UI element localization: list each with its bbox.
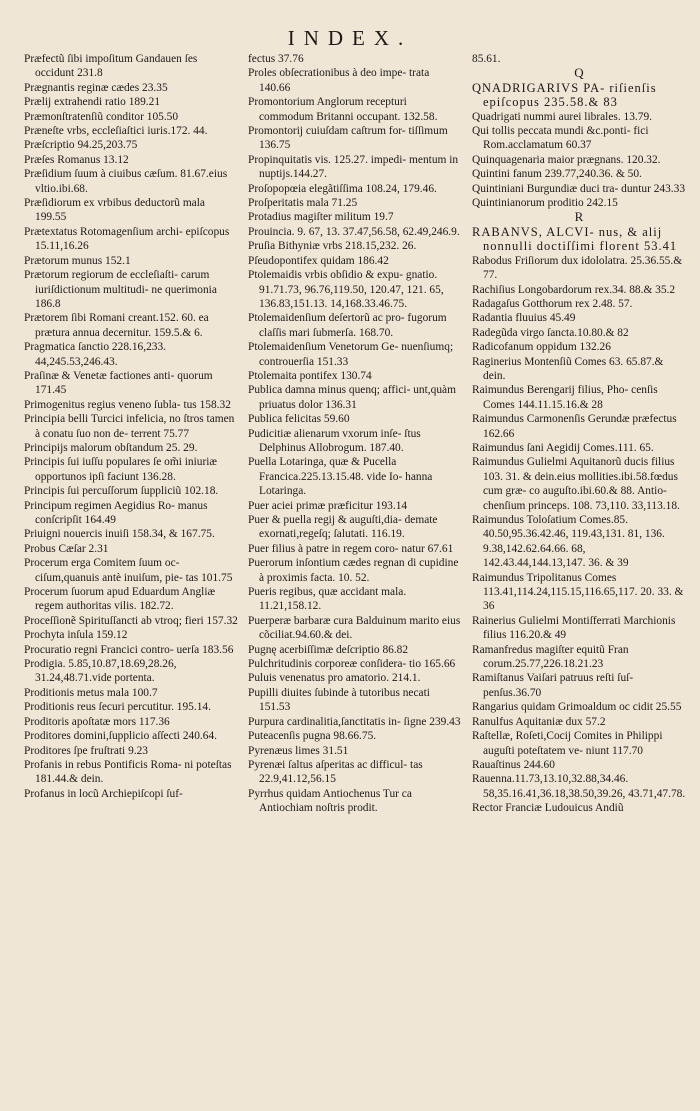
index-entry: R [574, 209, 584, 225]
index-entry: Pruſia Bithyniæ vrbs 218.15,232. 26. [248, 240, 417, 253]
index-entry: Pugnę acerbiſſimæ deſcriptio 86.82 [248, 643, 409, 656]
index-entry: Prætextatus Rotomagenſium archi- epiſcopus 15.11,16.26 [24, 225, 230, 253]
index-column-2 [248, 52, 462, 816]
index-entry: Purpura cardinalitia,ſanctitatis in- ſigne 239.43 [248, 715, 461, 728]
index-entry: Proditionis metus mala 100.7 [24, 686, 158, 699]
index-entry: Radegũda virgo ſancta.10.80.& 82 [472, 326, 629, 339]
index-entry: Puella Lotaringa, quæ & Pucella Francica.225.13.15.48. vide Io- hanna Lotaringa. [248, 456, 433, 498]
index-entry: Puerorum inſontium cædes regnan di cupidine à proximis facta. 10. 52. [248, 557, 459, 584]
index-entry: Radantia fluuius 45.49 [472, 312, 576, 325]
index-column-1 [24, 52, 238, 816]
index-entry: Promontorium Anglorum recepturi commodum Britanni occupant. 132.58. [248, 96, 438, 123]
index-entry: Puluis venenatus pro amatorio. 214.1. [248, 672, 421, 685]
index-entry: Proditoris apoſtatæ mors 117.36 [24, 715, 170, 728]
index-entry: Pudicitiæ alienarum vxorum inſe- ſtus Delphinus Allobrogum. 187.40. [248, 427, 421, 454]
index-entry: Raimundus Tripolitanus Comes 113.41,114.24,115.15,116.65,117. 20. 33. & 36 [472, 571, 684, 613]
index-entry: Præſidium ſuum à ciuibus cæſum. 81.67.eius vltio.ibi.68. [24, 168, 228, 195]
index-entry: Proſperitatis mala 71.25 [248, 197, 358, 210]
index-entry: Quinquagenaria maior prægnans. 120.32. [472, 153, 661, 166]
index-columns [24, 52, 688, 816]
index-entry: Ptolemaidis vrbis obſidio & expu- gnatio. 91.71.73, 96.76,119.50, 120.47, 121. 65, 136.83,151.13. 14,168.33.46.75. [248, 269, 444, 310]
index-entry: Principis ſui percuſſorum ſuppliciũ 102.18. [24, 485, 219, 498]
index-entry: Pragmatica ſanctio 228.16,233. 44,245.53,246.43. [24, 341, 167, 368]
index-entry: Puteacenſis pugna 98.66.75. [248, 730, 377, 743]
index-entry: Propinquitatis vis. 125.27. impedi- mentum in nuptijs.144.27. [248, 153, 459, 181]
index-entry: Profanus in locũ Archiepiſcopi ſuf- [24, 787, 183, 800]
index-entry: Pueris regibus, quæ accidant mala. 11.21,158.12. [248, 586, 407, 613]
index-entry: Præſes Romanus 13.12 [24, 153, 129, 166]
index-entry: Pyrenæus limes 31.51 [248, 744, 349, 757]
index-entry: Prætorum munus 152.1 [24, 254, 131, 267]
index-entry: 85.61. [472, 53, 501, 65]
index-entry: Probus Cæſar 2.31 [24, 542, 109, 555]
index-entry: Principum regimen Aegidius Ro- manus conſcripſit 164.49 [24, 499, 208, 526]
index-entry: Publica felicitas 59.60 [248, 413, 350, 426]
index-entry: Raſtellæ, Roſeti,Cocij Comites in Philippi auguſti poteſtatem ve- niunt 117.70 [472, 730, 663, 757]
index-entry: Proles obſecrationibus à deo impe- trata 140.66 [248, 67, 430, 94]
index-entry: Rainerius Gulielmi Montiſferrati Marchionis filius 116.20.& 49 [472, 614, 676, 642]
index-entry: Procerum erga Comitem ſuum oc- ciſum,quanuis antè inuiſum, pie- tas 101.75 [24, 557, 233, 584]
index-column-3 [472, 52, 686, 816]
index-entry: Ramanfredus magiſter equitũ Fran corum.25.77,226.18.21.23 [472, 643, 629, 671]
index-entry: Quadrigati nummi aurei librales. 13.79. [472, 110, 652, 123]
index-entry: Priuigni nouercis inuiſi 158.34, & 167.75. [24, 528, 215, 541]
index-entry: Rangarius quidam Grimoaldum oc cidit 25.55 [472, 701, 682, 714]
index-entry: Præfectũ ſibi impoſitum Gandauen ſes occidunt 231.8 [24, 53, 198, 80]
index-entry: Proditores ſpe fruſtrati 9.23 [24, 744, 149, 757]
index-entry: Rauenna.11.73,13.10,32.88,34.46. 58,35.16.41,36.18,38.50,39.26, 43.71,47.78. [472, 773, 686, 800]
index-entry: Pupilli diuites ſubinde à tutoribus necati 151.53 [248, 686, 430, 714]
index-entry: QNADRIGARIVS PA- riſienſis epiſcopus 235.58.& 83 [472, 80, 657, 110]
index-entry: Præſidiorum ex vrbibus deductorũ mala 199.55 [24, 197, 205, 224]
index-entry: Promontorij cuiuſdam caſtrum for- tiſſimum 136.75 [248, 125, 448, 152]
index-entry: Præmonſtratenſiũ conditor 105.50 [24, 110, 179, 123]
index-entry: Prætorem ſibi Romani creant.152. 60. ea prætura annua decernitur. 159.5.& 6. [24, 312, 209, 339]
index-entry: Raimundus ſani Aegidij Comes.111. 65. [472, 441, 654, 454]
index-entry: Rachiſius Longobardorum rex.34. 88.& 35.2 [472, 283, 676, 296]
index-entry: Principia belli Turcici infelicia, no ſtros tamen à conatu ſuo non de- terrent 75.77 [24, 413, 235, 440]
index-entry: Raimundus Gulielmi Aquitanorũ ducis filius 103. 31. & dein.eius mollities.ibi.58.fœdus cum græ- co auguſto.ibi.60.& 88. Antio- chenſium princeps. 108. 73,110. 33,113.18. [472, 456, 680, 512]
index-entry: Proditores domini,ſupplicio aſſecti 240.64. [24, 730, 217, 743]
index-entry: Publica damna minus quenq; affici- unt,quàm priuatus dolor 136.31 [248, 384, 456, 411]
index-entry: Pyrenæi ſaltus aſperitas ac difficul- tas 22.9,41.12,56.15 [248, 758, 423, 786]
index-entry: Rabodus Friſiorum dux idololatra. 25.36.55.& 77. [472, 254, 683, 282]
index-entry: Ramiſtanus Vaiſari patruus reſti ſuſ- penſus.36.70 [472, 672, 634, 699]
index-entry: Principis ſui iuſſu populares ſe om̃i iniuriæ opportunos ipſi faciunt 136.28. [24, 456, 217, 483]
index-entry: Principijs malorum obſtandum 25. 29. [24, 441, 198, 454]
index-entry: Q [574, 65, 584, 81]
index-entry: Radagaſus Gotthorum rex 2.48. 57. [472, 297, 633, 310]
index-entry: Qui tollis peccata mundi &c.ponti- fici Rom.acclamatum 60.37 [472, 125, 649, 152]
index-entry: Pulchritudinis corporeæ conſidera- tio 165.66 [248, 658, 456, 671]
index-entry: Raimundus Carmonenſis Gerundæ præfectus 162.66 [472, 413, 677, 440]
index-entry: Profanis in rebus Pontificis Roma- ni poteſtas 181.44.& dein. [24, 758, 232, 786]
index-entry: fectus 37.76 [248, 53, 304, 65]
index-entry: Prodigia. 5.85,10.87,18.69,28.26, 31.24,48.71.vide portenta. [24, 658, 177, 685]
index-entry: Proceſſionẽ Spirituſſancti ab vtroq; fieri 157.32 [24, 614, 238, 627]
index-entry: RABANVS, ALCVI- nus, & alij nonnulli doctiſſimi florent 53.41 [472, 224, 678, 254]
index-entry: Rector Franciæ Ludouicus Andiũ [472, 802, 624, 815]
index-entry: Puer filius à patre in regem coro- natur 67.61 [248, 542, 454, 555]
index-entry: Radicofanum oppidum 132.26 [472, 341, 611, 354]
index-entry: Pyrrhus quidam Antiochenus Tur ca Antiochiam noſtris prodit. [248, 787, 412, 815]
page-header: INDEX. [287, 26, 413, 50]
index-entry: Proſopopœia elegãtiſſima 108.24, 179.46. [248, 182, 437, 195]
index-entry: Pſeudopontifex quidam 186.42 [248, 254, 389, 267]
index-entry: Raimundus Berengarij filius, Pho- cenſis Comes 144.11.15.16.& 28 [472, 384, 658, 411]
index-entry: Procuratio regni Francici contro- uerſa 183.56 [24, 643, 234, 656]
index-entry: Prægnantis reginæ cædes 23.35 [24, 81, 168, 94]
index-entry: Ptolemaita pontifex 130.74 [248, 369, 372, 382]
index-entry: Prouincia. 9. 67, 13. 37.47,56.58, 62.49,246.9. [248, 225, 460, 238]
index-entry: Præneſte vrbs, eccleſiaſtici iuris.172. 44. [24, 125, 208, 138]
index-entry: Raimundus Toloſatium Comes.85. 40.50,95.36.42.46, 119.43,131. 81, 136. 9.38,142.62.64.66. 68, 142.43.44,144.13,147. 36. & 39 [472, 514, 665, 570]
index-entry: Ptolemaidenſium deſertorũ ac pro- fugorum claſſis mari ſubmerſa. 168.70. [248, 312, 447, 339]
index-entry: Proditionis reus ſecuri percutitur. 195.14. [24, 701, 211, 714]
index-entry: Quintiniani Burgundiæ duci tra- duntur 243.33 [472, 182, 686, 195]
index-entry: Protadius magiſter militum 19.7 [248, 211, 394, 224]
index-entry: Ptolemaidenſium Venetorum Ge- nuenſiumq; controuerſia 151.33 [248, 341, 454, 368]
index-entry: Prochyta inſula 159.12 [24, 629, 128, 642]
index-entry: Puerperæ barbaræ cura Balduinum marito eius cõciliat.94.60.& dei. [248, 614, 461, 642]
index-entry: Quintini fanum 239.77,240.36. & 50. [472, 168, 642, 181]
index-entry: Praſinæ & Venetæ factiones anti- quorum 171.45 [24, 369, 213, 397]
index-entry: Præſcriptio 94.25,203.75 [24, 139, 138, 152]
index-entry: Rauaſtinus 244.60 [472, 758, 555, 771]
index-entry: Prætorum regiorum de eccleſiaſti- carum iuriſdictionum multitudi- ne querimonia 186.8 [24, 269, 217, 310]
index-entry: Prælij extrahendi ratio 189.21 [24, 96, 161, 109]
index-entry: Puer & puella regij & auguſti,dia- demate exornati,regeſq; ſalutati. 116.19. [248, 514, 438, 541]
index-entry: Primogenitus regius veneno ſubla- tus 158.32 [24, 398, 231, 411]
index-entry: Puer aciei primæ præficitur 193.14 [248, 499, 408, 512]
index-entry: Procerum ſuorum apud Eduardum Angliæ regem authoritas vilis. 182.72. [24, 586, 216, 613]
index-entry: Raginerius Montenſiũ Comes 63. 65.87.& dein. [472, 355, 664, 382]
index-entry: Quintinianorum proditio 242.15 [472, 197, 618, 210]
index-entry: Ranulfus Aquitaniæ dux 57.2 [472, 715, 606, 728]
